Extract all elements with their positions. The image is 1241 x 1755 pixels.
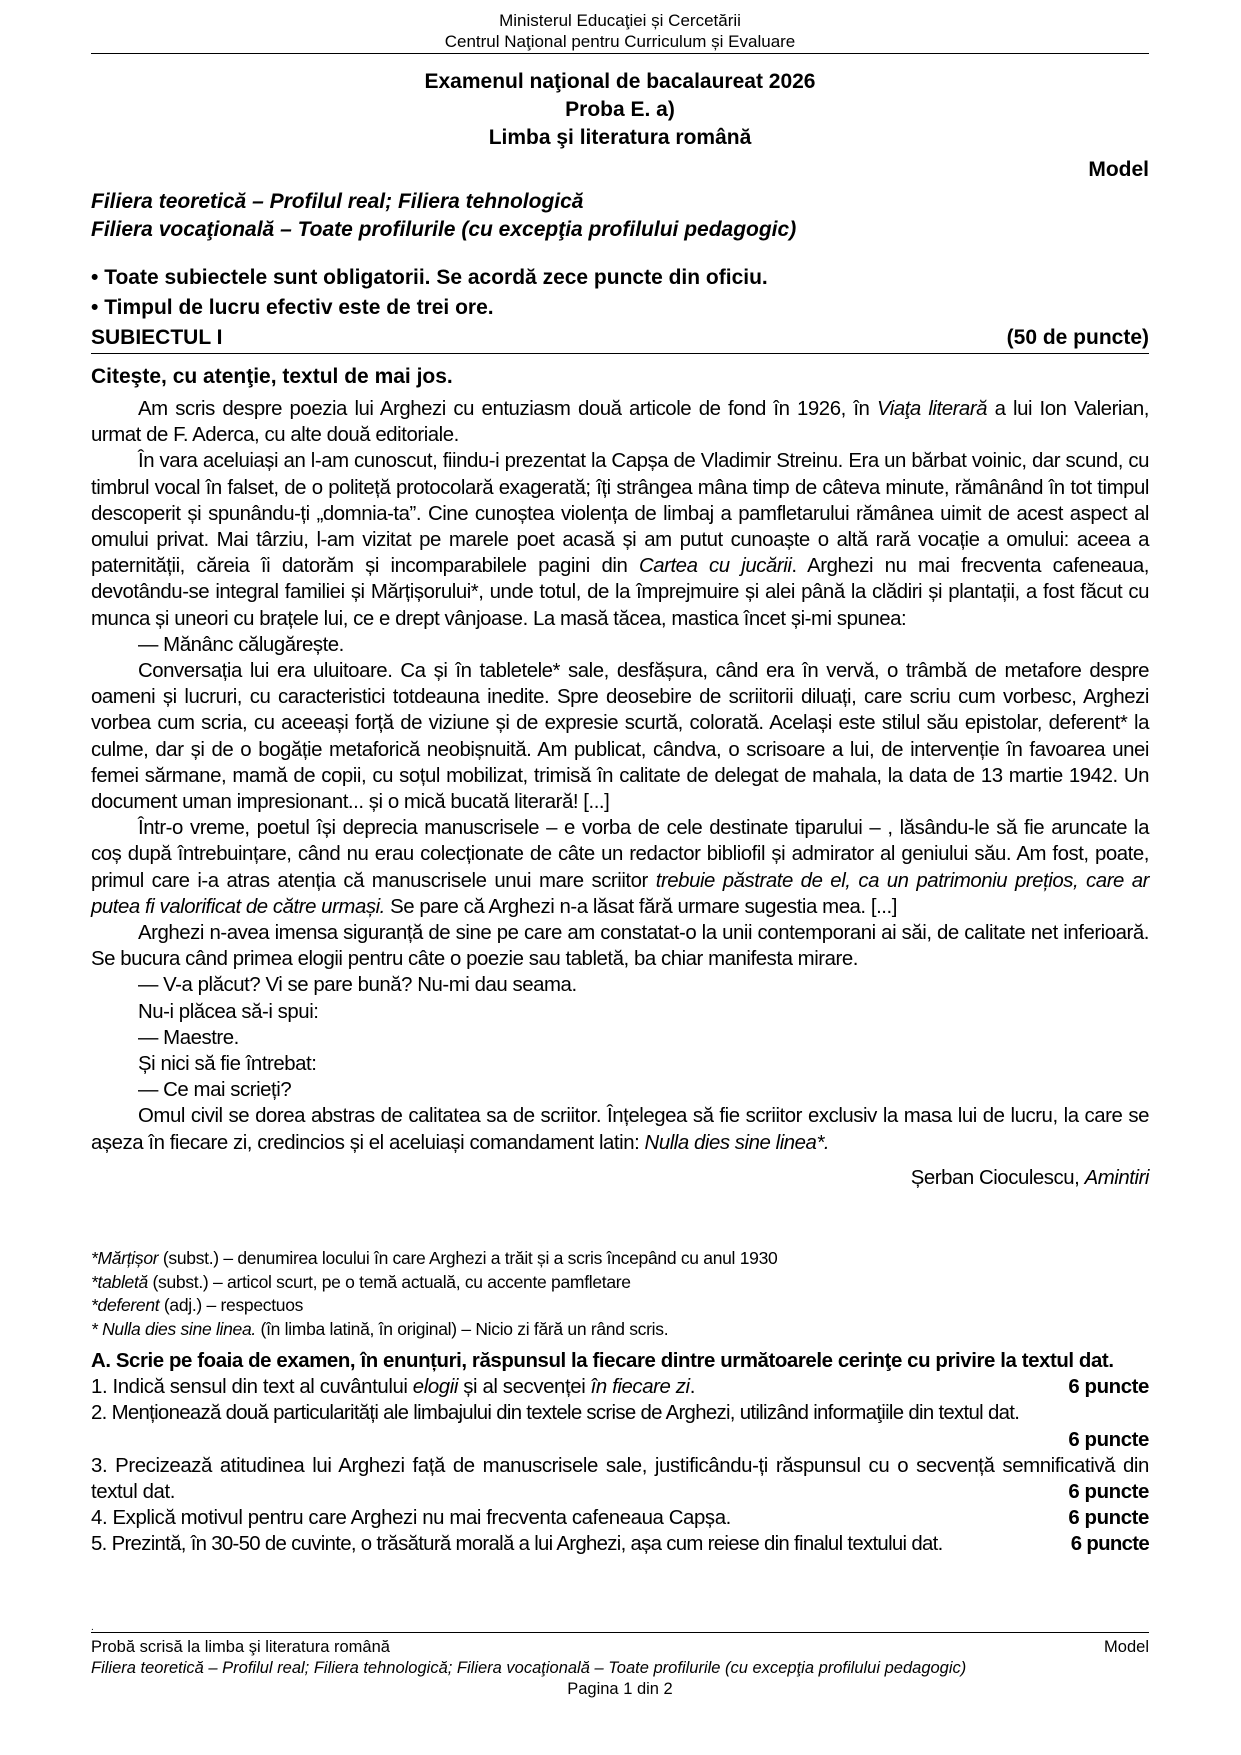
- requirement-item: 3. Precizează atitudinea lui Arghezi față de manuscrisele sale, justificându-ți răspunsul cu o secvență semnificativă din textul dat. 6 puncte: [91, 1453, 1149, 1505]
- filiera-line: Filiera teoretică – Profilul real; Filiera tehnologică: [91, 190, 584, 213]
- requirement-points: 6 puncte: [1070, 1533, 1149, 1556]
- section-rule: [91, 353, 1149, 354]
- subject-name: Limba şi literatura română: [488, 126, 752, 149]
- note-item: *Mărțișor (subst.) – denumirea locului în care Arghezi a trăit și a scris începând cu anul 1930: [91, 1248, 778, 1268]
- paragraph: În vara aceluiași an l-am cunoscut, fiindu-i prezentat la Capșa de Vladimir Streinu. Era un bărbat voinic, dar scund, cu timbrul vocal în falset, de o politeță protocolară exagerată; îți strângea mâna timp de câteva minute, rămânând în tot timpul descoperit și spunându-ți „domnia-ta”. Cine cunoștea violența de limbaj a pamfletarului rămânea uimit de acest aspect al omului privat. Mai târziu, l-am vizitat pe marele poet acasă și am putut cunoaște o altă rară vocație a omului: aceea a paternității, căreia îi datorăm și incomparabilele pagini din Cartea cu jucării. Arghezi nu mai frecventa cafeneaua, devotându-se integral familiei și Mărțișorului*, unde totul, de la împrejmuire și alei până la clădiri și plantații, a fost făcut cu munca și uneori cu brațele lui, ce e drept vânjoase. La masă tăcea, mastica încet și-mi spunea:: [91, 450, 1149, 630]
- requirements-section: [91, 1348, 1149, 1558]
- requirement-item: 1. Indică sensul din text al cuvântului elogii și al secvenței în fiecare zi. 6 puncte: [91, 1374, 1149, 1400]
- dialogue-line: — Maestre.: [138, 1026, 239, 1049]
- page-number: Pagina 1 din 2: [567, 1680, 673, 1698]
- footer-model: Model: [1104, 1638, 1149, 1656]
- rule-item: • Timpul de lucru efectiv este de trei ore.: [91, 293, 768, 323]
- requirement-item: 5. Prezintă, în 30-50 de cuvinte, o trăsătură morală a lui Arghezi, așa cum reiese din finalul textului dat. 6 puncte: [91, 1531, 1149, 1557]
- footer-filiera: Filiera teoretică – Profilul real; Filiera tehnologică; Filiera vocaţională – Toate profilurile (cu excepţia profilului pedagogic): [91, 1659, 967, 1677]
- page-footer: [91, 1637, 1149, 1700]
- header-rule: [91, 53, 1149, 54]
- section-name: SUBIECTUL I: [91, 326, 223, 349]
- ministry-name: Ministerul Educaţiei și Cercetării: [499, 11, 741, 30]
- literary-text: [91, 396, 1149, 1191]
- dialogue-line: — Mănânc călugărește.: [138, 633, 344, 656]
- glossary-notes: [91, 1247, 777, 1341]
- paragraph: Am scris despre poezia lui Arghezi cu entuziasm două articole de fond în 1926, în Viaţa literară a lui Ion Valerian, urmat de F. Aderca, cu alte două editoriale.: [91, 398, 1149, 447]
- paragraph: Într-o vreme, poetul își deprecia manuscrisele – e vorba de cele destinate tiparului – , lăsându-le să fie aruncate la coș după întrebuințare, când nu erau colecționate de câte un redactor bibliofil și admirator al geniului său. Am fost, poate, primul care i-a atras atenția că manuscrisele unui mare scriitor trebuie păstrate de el, ca un patrimoniu prețios, care ar putea fi valorificat de către urmași. Se pare că Arghezi n-a lăsat fără urmare sugestia mea. [...]: [91, 817, 1149, 918]
- requirement-points: 6 puncte: [1068, 1481, 1149, 1504]
- requirement-points: 6 puncte: [1068, 1507, 1149, 1530]
- section-heading: [91, 325, 1149, 351]
- note-item: * Nulla dies sine linea. (în limba latină, în original) – Nicio zi fără un rând scris.: [91, 1318, 669, 1339]
- source-attribution: Șerban Cioculescu, Amintiri: [910, 1166, 1149, 1189]
- exam-rules: [91, 263, 768, 323]
- footer-subject: Probă scrisă la limba şi literatura română: [91, 1638, 390, 1656]
- paragraph: Conversația lui era uluitoare. Ca și în tabletele* sale, desfășura, când era în vervă, o trâmbă de metafore despre oameni și lucruri, cu caracteristici totdeauna inedite. Spre deosebire de scriitorii diluați, care scriu cum vorbesc, Arghezi vorbea cum scria, cu aceeași forță de viziune și de expresie scurtă, colorată. Același este stilul său epistolar, deferent* la culme, dar și de o bogăție metaforică neobișnuită. Am publicat, cândva, o scrisoare a lui, de intervenție în favoarea unei femei sărmane, mamă de copii, cu soțul mobilizat, trimisă în calitate de delegat de mahala, la data de 13 martie 1942. Un document uman impresionant... și o mică bucată literară! [...]: [91, 660, 1149, 814]
- dialogue-line: Nu-i plăcea să-i spui:: [138, 1000, 319, 1023]
- requirement-points: 6 puncte: [1068, 1376, 1149, 1399]
- footer-rule: [91, 1632, 1149, 1633]
- paragraph: Arghezi n-avea imensa siguranță de sine pe care am constatat-o la unii contemporani ai săi, de calitate net inferioară. Se bucura când primea elogii pentru câte o poezie sau tabletă, ba chiar manifesta mirare.: [91, 922, 1149, 971]
- rule-item: • Toate subiectele sunt obligatorii. Se acordă zece puncte din oficiu.: [91, 263, 768, 293]
- section-points: (50 de puncte): [1006, 326, 1149, 349]
- dialogue-line: — Ce mai scrieți?: [138, 1079, 292, 1102]
- note-item: *deferent (adj.) – respectuos: [91, 1295, 304, 1315]
- note-item: *tabletă (subst.) – articol scurt, pe o temă actuală, cu accente pamfletare: [91, 1271, 631, 1292]
- requirements-heading: A. Scrie pe foaia de examen, în enunțuri, răspunsul la fiecare dintre următoarele cerinţe cu privire la textul dat.: [91, 1350, 1114, 1372]
- requirement-item: 4. Explică motivul pentru care Arghezi nu mai frecventa cafeneaua Capșa. 6 puncte: [91, 1505, 1149, 1531]
- paragraph: Omul civil se dorea abstras de calitatea sa de scriitor. Înțelegea să fie scriitor exclusiv la masa lui de lucru, la care se așeza în fiecare zi, credincios și el aceluiași comandament latin: Nulla dies sine linea*.: [91, 1105, 1149, 1154]
- exam-title: [91, 68, 1149, 152]
- center-name: Centrul Naţional pentru Curriculum și Evaluare: [444, 32, 796, 51]
- exam-name: Examenul naţional de bacalaureat 2026: [424, 70, 816, 93]
- footer-dot: .: [91, 1622, 94, 1633]
- filiera-block: [91, 188, 796, 244]
- dialogue-line: Și nici să fie întrebat:: [138, 1053, 317, 1076]
- proba-name: Proba E. a): [565, 98, 675, 121]
- model-tag: Model: [1088, 158, 1149, 181]
- dialogue-line: — V-a plăcut? Vi se pare bună? Nu-mi dau seama.: [138, 974, 577, 997]
- requirement-item: 2. Menționează două particularități ale limbajului din textele scrise de Arghezi, utilizând informaţiile din textul dat.: [91, 1402, 1020, 1425]
- requirement-points: 6 puncte: [1068, 1428, 1149, 1451]
- institution-header: [91, 10, 1149, 52]
- reading-instruction: Citeşte, cu atenţie, textul de mai jos.: [91, 365, 453, 388]
- filiera-line: Filiera vocaţională – Toate profilurile (cu excepţia profilului pedagogic): [91, 218, 797, 241]
